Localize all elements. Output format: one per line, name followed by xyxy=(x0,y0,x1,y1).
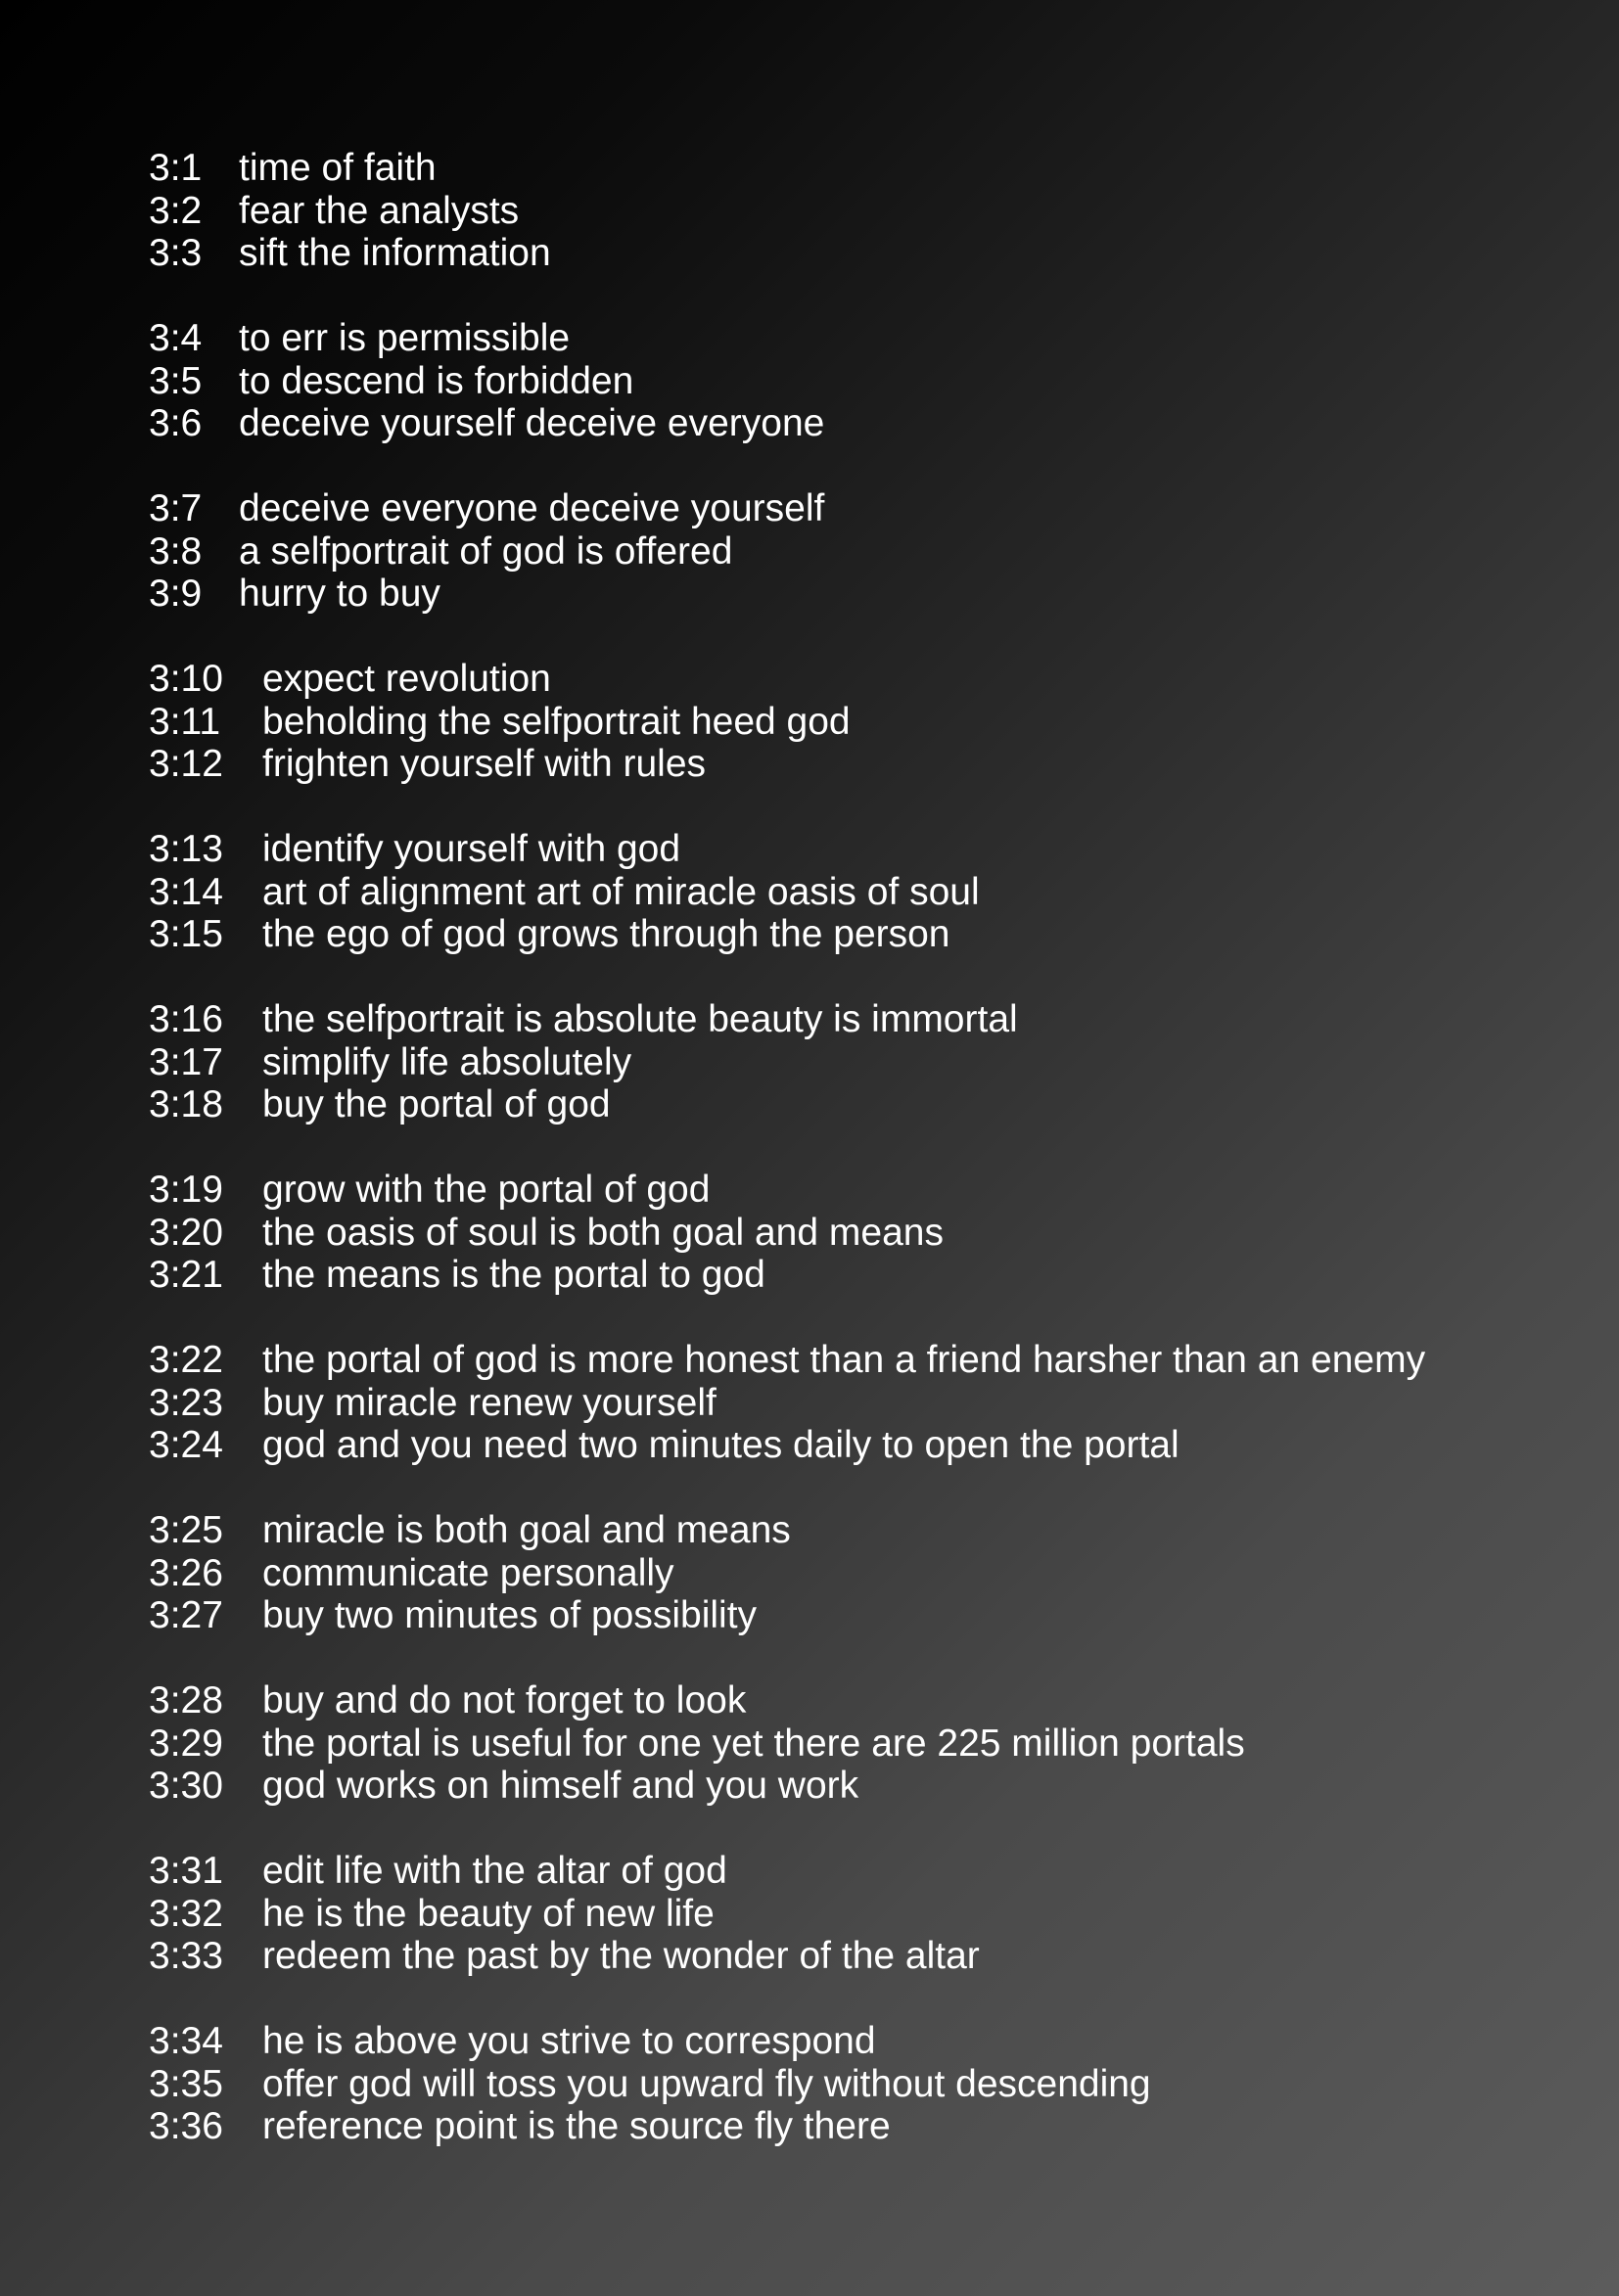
verse-text: identify yourself with god xyxy=(262,828,681,870)
verse-text: to descend is forbidden xyxy=(239,359,634,402)
verse-line xyxy=(149,147,1425,190)
verse-number: 3:29 xyxy=(149,1722,223,1765)
verse-number: 3:20 xyxy=(149,1211,223,1254)
verse-text: reference point is the source fly there xyxy=(262,2105,891,2147)
verse-text: miracle is both goal and means xyxy=(262,1509,791,1551)
verse-text: a selfportrait of god is offered xyxy=(239,529,733,573)
verse-number: 3:17 xyxy=(149,1040,223,1083)
verse-line xyxy=(149,701,1425,744)
verse-text: offer god will toss you upward fly without descending xyxy=(262,2062,1151,2105)
verse-number: 3:12 xyxy=(149,743,223,785)
verse-line xyxy=(149,232,1425,275)
verse-text: he is above you strive to correspond xyxy=(262,2020,876,2062)
verse-text: the portal of god is more honest than a friend harsher than an enemy xyxy=(262,1339,1426,1381)
verse-number: 3:26 xyxy=(149,1551,223,1594)
verse-number: 3:9 xyxy=(149,573,203,615)
verse-line xyxy=(149,1424,1425,1467)
verse-list xyxy=(149,147,1425,2190)
verse-line xyxy=(149,402,1425,445)
verse-text: god and you need two minutes daily to open the portal xyxy=(262,1424,1180,1466)
verse-line xyxy=(149,658,1425,701)
verse-number: 3:10 xyxy=(149,658,223,700)
verse-number: 3:25 xyxy=(149,1509,223,1551)
verse-number: 3:3 xyxy=(149,232,203,274)
verse-line xyxy=(149,317,1425,360)
verse-line xyxy=(149,2020,1425,2063)
verse-number: 3:27 xyxy=(149,1594,223,1636)
verse-number: 3:35 xyxy=(149,2062,223,2105)
stanza xyxy=(149,998,1425,1126)
verse-number: 3:13 xyxy=(149,828,223,870)
verse-number: 3:18 xyxy=(149,1083,223,1125)
verse-line xyxy=(149,1509,1425,1552)
verse-number: 3:19 xyxy=(149,1169,223,1211)
stanza xyxy=(149,658,1425,786)
stanza xyxy=(149,487,1425,616)
verse-text: grow with the portal of god xyxy=(262,1169,711,1211)
stanza xyxy=(149,1169,1425,1297)
stanza xyxy=(149,828,1425,956)
verse-text: time of faith xyxy=(239,147,437,189)
verse-line xyxy=(149,1169,1425,1212)
stanza xyxy=(149,317,1425,445)
verse-text: expect revolution xyxy=(262,658,551,700)
verse-number: 3:1 xyxy=(149,147,203,189)
verse-line xyxy=(149,1893,1425,1936)
verse-number: 3:2 xyxy=(149,189,203,232)
verse-line xyxy=(149,828,1425,871)
verse-text: to err is permissible xyxy=(239,317,571,359)
verse-number: 3:31 xyxy=(149,1850,223,1892)
verse-line xyxy=(149,1552,1425,1595)
stanza xyxy=(149,147,1425,275)
verse-line xyxy=(149,1254,1425,1297)
verse-line xyxy=(149,1041,1425,1084)
verse-text: simplify life absolutely xyxy=(262,1040,632,1083)
verse-line xyxy=(149,1722,1425,1766)
verse-number: 3:11 xyxy=(149,700,221,743)
verse-text: buy the portal of god xyxy=(262,1083,611,1125)
verse-text: the oasis of soul is both goal and means xyxy=(262,1211,944,1254)
verse-line xyxy=(149,1382,1425,1425)
verse-line xyxy=(149,573,1425,616)
verse-line xyxy=(149,2105,1425,2148)
verse-number: 3:7 xyxy=(149,487,203,529)
verse-number: 3:34 xyxy=(149,2020,223,2062)
verse-number: 3:32 xyxy=(149,1892,223,1935)
verse-text: buy two minutes of possibility xyxy=(262,1594,758,1636)
verse-text: the portal is useful for one yet there are 225 million portals xyxy=(262,1722,1245,1765)
verse-line xyxy=(149,360,1425,403)
verse-number: 3:5 xyxy=(149,359,203,402)
verse-number: 3:22 xyxy=(149,1339,223,1381)
verse-text: fear the analysts xyxy=(239,189,520,232)
verse-line xyxy=(149,1083,1425,1126)
verse-text: sift the information xyxy=(239,232,551,274)
verse-line xyxy=(149,913,1425,956)
verse-number: 3:24 xyxy=(149,1424,223,1466)
stanza xyxy=(149,1850,1425,1978)
stanza xyxy=(149,2020,1425,2148)
verse-line xyxy=(149,1679,1425,1722)
verse-text: deceive yourself deceive everyone xyxy=(239,402,825,444)
verse-number: 3:36 xyxy=(149,2105,223,2147)
verse-line xyxy=(149,2063,1425,2106)
verse-number: 3:28 xyxy=(149,1679,223,1722)
stanza xyxy=(149,1509,1425,1637)
verse-text: edit life with the altar of god xyxy=(262,1850,727,1892)
verse-text: he is the beauty of new life xyxy=(262,1892,715,1935)
verse-text: buy miracle renew yourself xyxy=(262,1381,717,1424)
verse-line xyxy=(149,1339,1425,1382)
verse-text: deceive everyone deceive yourself xyxy=(239,487,825,529)
verse-number: 3:14 xyxy=(149,870,223,913)
verse-line xyxy=(149,1765,1425,1808)
verse-number: 3:33 xyxy=(149,1935,223,1977)
verse-number: 3:30 xyxy=(149,1765,223,1807)
verse-text: the selfportrait is absolute beauty is immortal xyxy=(262,998,1018,1040)
verse-line xyxy=(149,190,1425,233)
verse-line xyxy=(149,998,1425,1041)
verse-text: frighten yourself with rules xyxy=(262,743,707,785)
stanza xyxy=(149,1679,1425,1808)
verse-text: buy and do not forget to look xyxy=(262,1679,747,1722)
verse-line xyxy=(149,743,1425,786)
verse-number: 3:15 xyxy=(149,913,223,955)
verse-number: 3:23 xyxy=(149,1381,223,1424)
verse-line xyxy=(149,530,1425,574)
verse-line xyxy=(149,1212,1425,1255)
stanza xyxy=(149,1339,1425,1467)
verse-number: 3:6 xyxy=(149,402,203,444)
verse-text: beholding the selfportrait heed god xyxy=(262,700,851,743)
verse-text: communicate personally xyxy=(262,1551,674,1594)
verse-number: 3:8 xyxy=(149,529,203,573)
verse-number: 3:21 xyxy=(149,1254,223,1296)
verse-line xyxy=(149,487,1425,530)
verse-number: 3:16 xyxy=(149,998,223,1040)
verse-line xyxy=(149,871,1425,914)
verse-line xyxy=(149,1594,1425,1637)
verse-text: god works on himself and you work xyxy=(262,1765,859,1807)
verse-text: hurry to buy xyxy=(239,573,440,615)
verse-text: redeem the past by the wonder of the altar xyxy=(262,1935,980,1977)
verse-line xyxy=(149,1935,1425,1978)
verse-text: art of alignment art of miracle oasis of soul xyxy=(262,870,980,913)
verse-line xyxy=(149,1850,1425,1893)
verse-text: the means is the portal to god xyxy=(262,1254,765,1296)
verse-number: 3:4 xyxy=(149,317,203,359)
verse-text: the ego of god grows through the person xyxy=(262,913,950,955)
